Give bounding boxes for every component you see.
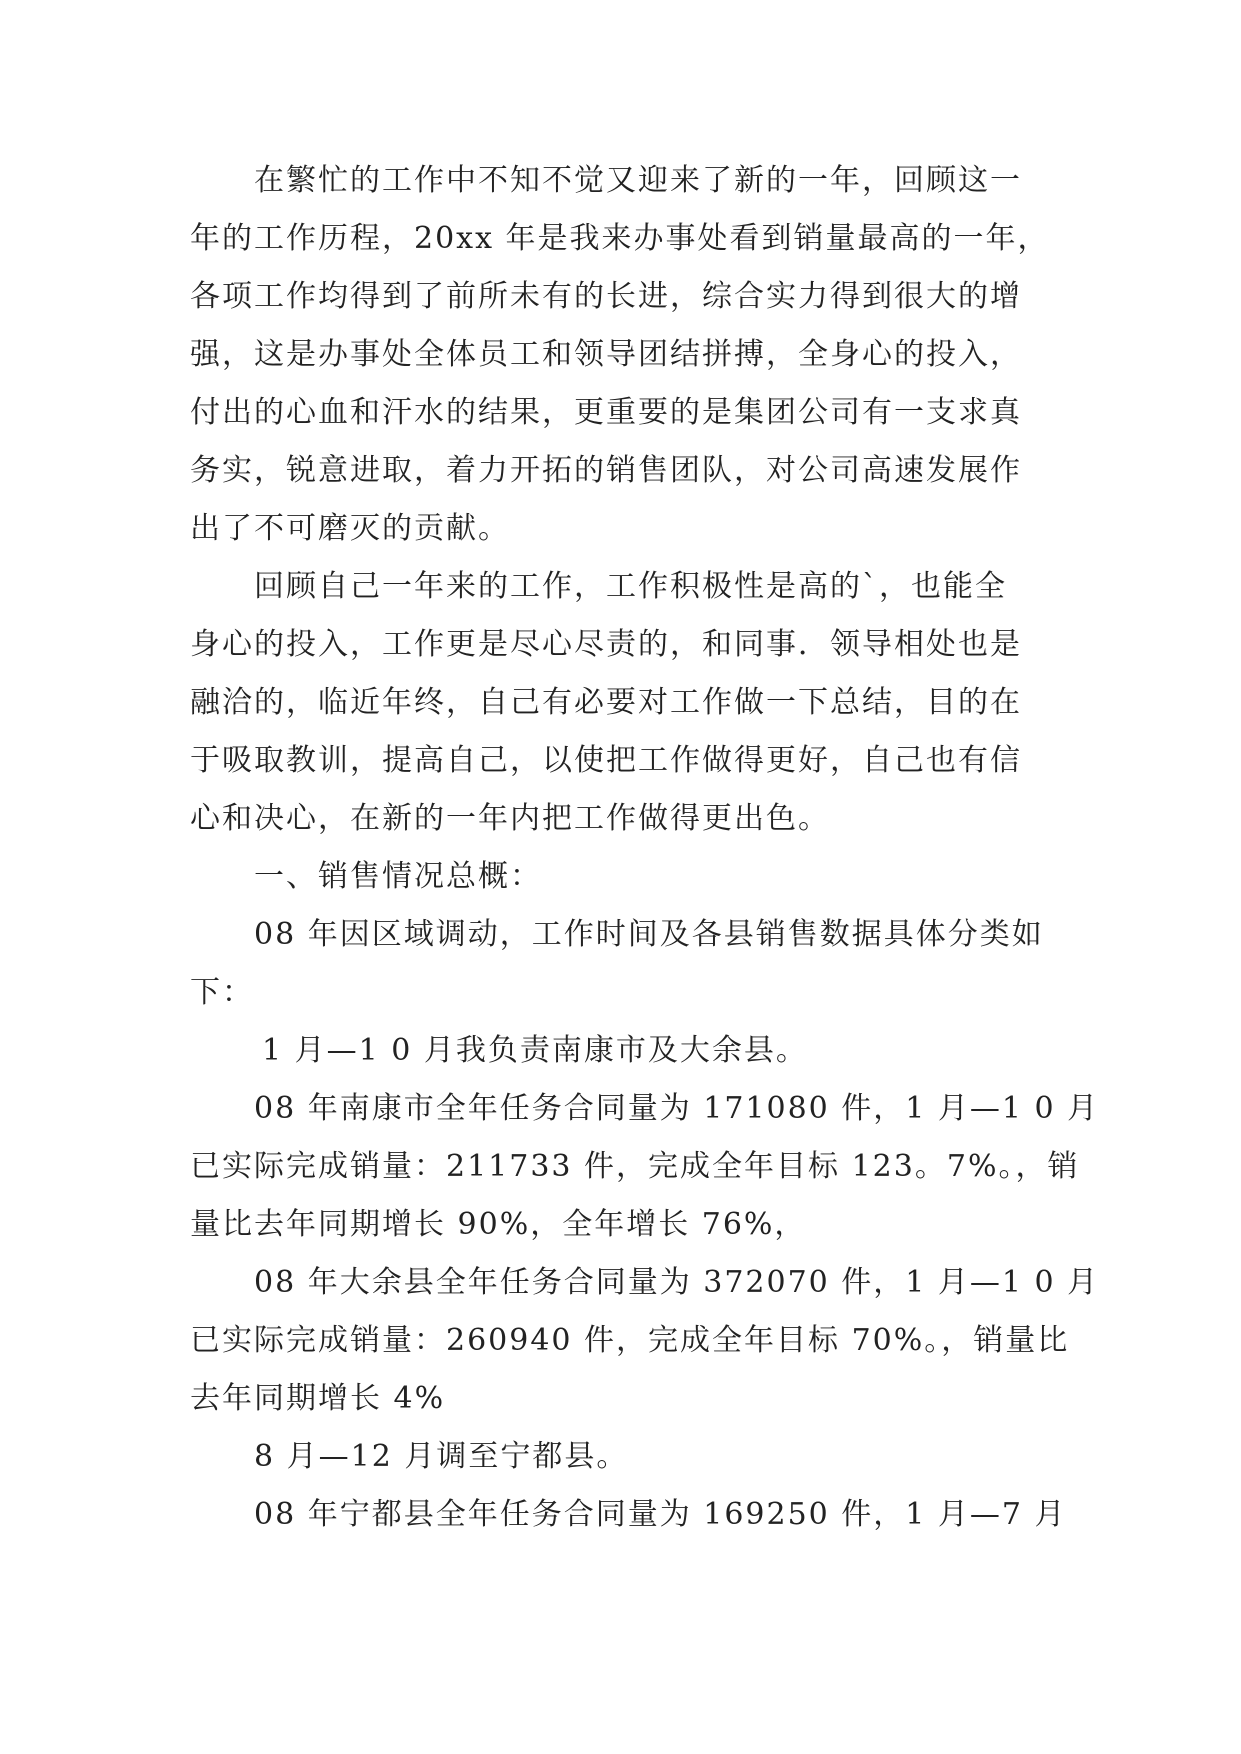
text-line: 08 年南康市全年任务合同量为 171080 件，1 月—1 0 月	[254, 1091, 1100, 1126]
text-line: 出了不可磨灭的贡献。	[190, 511, 510, 546]
text-line: 08 年宁都县全年任务合同量为 169250 件，1 月—7 月	[254, 1497, 1067, 1532]
text-line: 08 年大余县全年任务合同量为 372070 件，1 月—1 0 月	[254, 1265, 1100, 1300]
text-line: 去年同期增长 4%	[190, 1381, 446, 1416]
text-line: 8 月—12 月调至宁都县。	[254, 1439, 629, 1474]
text-line: 量比去年同期增长 90%，全年增长 76%，	[190, 1207, 807, 1242]
paragraph-intro	[190, 152, 1058, 558]
text-line: 身心的投入，工作更是尽心尽责的，和同事．领导相处也是	[190, 627, 1022, 662]
text-line: 下：	[190, 975, 254, 1010]
paragraph-dayu-stats	[190, 1254, 1100, 1428]
text-line: 于吸取教训，提高自己，以使把工作做得更好，自己也有信	[190, 743, 1022, 778]
text-line: 回顾自己一年来的工作，工作积极性是高的`，也能全	[254, 569, 1007, 604]
text-line: 08 年因区域调动，工作时间及各县销售数据具体分类如	[254, 917, 1044, 952]
paragraph-period-ningdu	[190, 1428, 1058, 1486]
paragraph-review	[190, 558, 1058, 848]
paragraph-ningdu-stats	[190, 1486, 1067, 1544]
section-heading-sales-overview	[190, 848, 1058, 906]
text-line: 已实际完成销量：211733 件，完成全年目标 123。7%。，销	[190, 1149, 1080, 1184]
section-heading: 一、销售情况总概：	[254, 859, 542, 894]
text-line: 付出的心血和汗水的结果，更重要的是集团公司有一支求真	[190, 395, 1022, 430]
text-line: 强，这是办事处全体员工和领导团结拼搏，全身心的投入，	[190, 337, 1022, 372]
paragraph-period-nankang	[190, 1022, 1058, 1080]
text-line: 务实，锐意进取，着力开拓的销售团队，对公司高速发展作	[190, 453, 1022, 488]
text-line: 年的工作历程，20xx 年是我来办事处看到销量最高的一年，	[190, 221, 1050, 256]
text-line: 融洽的，临近年终，自己有必要对工作做一下总结，目的在	[190, 685, 1022, 720]
text-line: 已实际完成销量：260940 件，完成全年目标 70%。，销量比	[190, 1323, 1070, 1358]
text-line: 1 月—1 0 月我负责南康市及大余县。	[262, 1033, 808, 1068]
text-line: 在繁忙的工作中不知不觉又迎来了新的一年，回顾这一	[254, 163, 1022, 198]
document-body	[190, 152, 1100, 1544]
paragraph-region-transfer	[190, 906, 1058, 1022]
paragraph-nankang-stats	[190, 1080, 1100, 1254]
text-line: 心和决心，在新的一年内把工作做得更出色。	[190, 801, 830, 836]
text-line: 各项工作均得到了前所未有的长进，综合实力得到很大的增	[190, 279, 1022, 314]
